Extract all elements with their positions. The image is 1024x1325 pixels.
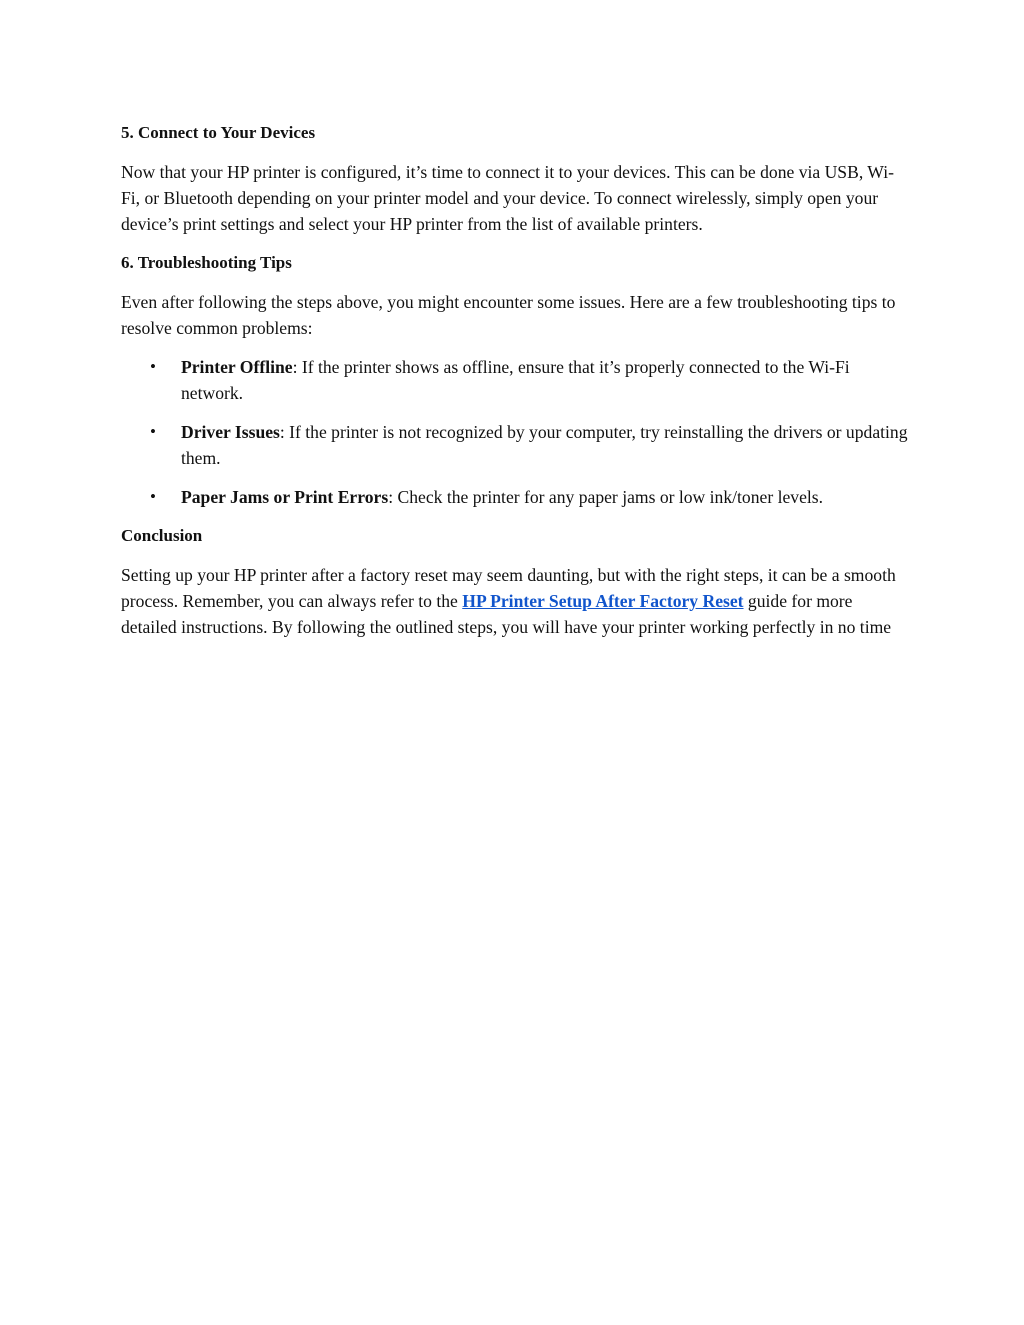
conclusion-text-before: Setting up your HP printer after a factory reset may seem daunting, but with the right steps, it can be a smooth process. Remember, you can always refer to the — [121, 565, 896, 611]
conclusion-heading: Conclusion — [121, 526, 203, 545]
section-heading-troubleshooting: 6. Troubleshooting Tips — [121, 253, 292, 272]
document-page — [121, 120, 911, 653]
list-item — [121, 419, 911, 471]
list-item — [121, 354, 911, 406]
bullet-icon: • — [150, 422, 156, 441]
conclusion-text-after: guide for more detailed instructions. By following the outlined steps, you will have your printer working perfectly in no time — [121, 591, 892, 637]
section-paragraph-connect-devices: Now that your HP printer is configured, it’s time to connect it to your devices. This can be done via USB, Wi-Fi, or Bluetooth depending on your printer model and your device. To connect wirelessly, simply open your device’s print settings and select your HP printer from the list of available printers. — [121, 162, 894, 234]
tip-text: : Check the printer for any paper jams or low ink/toner levels. — [388, 487, 824, 507]
bullet-icon: • — [150, 487, 156, 506]
tip-term: Printer Offline — [181, 357, 293, 377]
conclusion-paragraph — [121, 562, 911, 640]
troubleshooting-list — [121, 354, 911, 510]
tip-term: Paper Jams or Print Errors — [181, 487, 389, 507]
tip-term: Driver Issues — [181, 422, 280, 442]
tip-text: : If the printer is not recognized by your computer, try reinstalling the drivers or updating them. — [181, 422, 908, 468]
bullet-icon: • — [150, 357, 156, 376]
tip-text: : If the printer shows as offline, ensure that it’s properly connected to the Wi-Fi network. — [181, 357, 850, 403]
hp-printer-setup-link[interactable]: HP Printer Setup After Factory Reset — [462, 591, 744, 611]
section-paragraph-troubleshooting: Even after following the steps above, you might encounter some issues. Here are a few troubleshooting tips to resolve common problems: — [121, 292, 896, 338]
section-heading-connect-devices: 5. Connect to Your Devices — [121, 123, 316, 142]
list-item — [121, 484, 911, 510]
